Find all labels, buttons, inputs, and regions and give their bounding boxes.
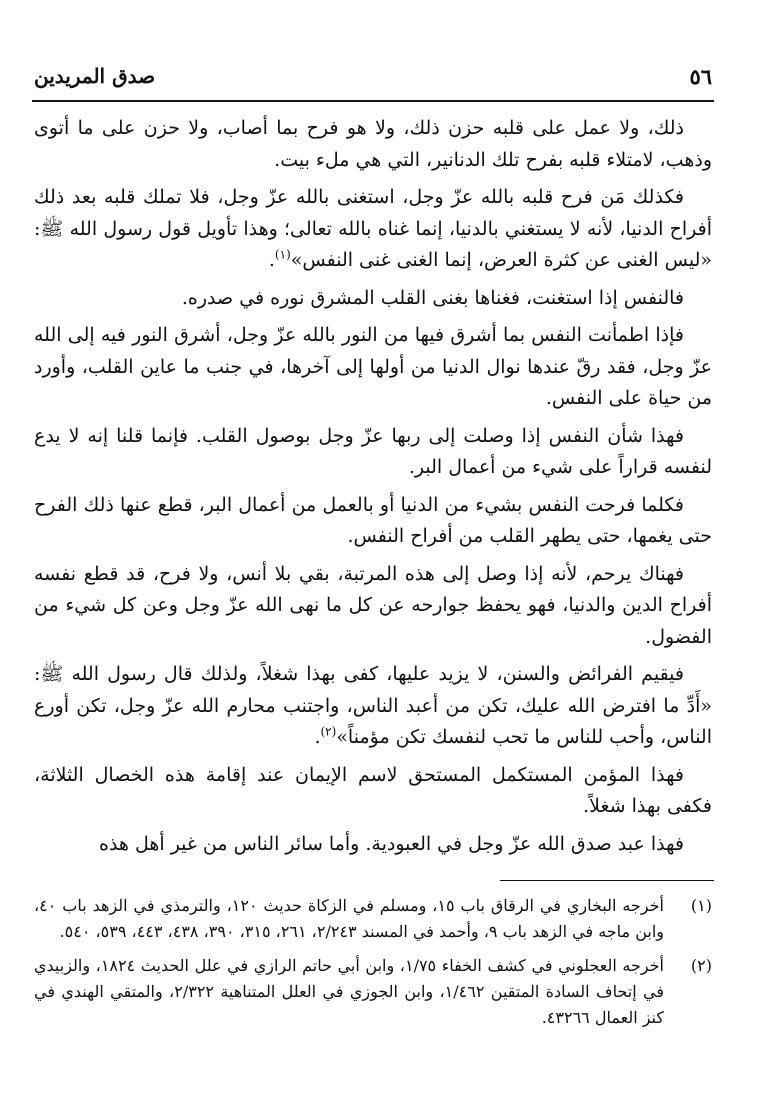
- paragraph: فإذا اطمأنت النفس بما أشرق فيها من النور بالله عزّ وجل، أشرق النور فيه إلى الله عزّ وجل، فقد رقّ عندها نوال الدنيا من أولها إلى آخرها، في جنب ما عاين القلب، وأورد من حياة على النفس.: [34, 324, 712, 409]
- paragraph: فهذا شأن النفس إذا وصلت إلى ربها عزّ وجل بوصول القلب. فإنما قلنا إنه لا يدع لنفسه قراراً على شيء من أعمال البر.: [34, 424, 712, 478]
- header-divider: [32, 100, 714, 102]
- footnote: [34, 893, 712, 945]
- footnote-number: (١): [690, 896, 712, 915]
- paragraph: فهناك يرحم، لأنه إذا وصل إلى هذه المرتبة، بقي بلا أنس، ولا فرح، قد قطع نفسه أفراح الدين والدنيا، فهو يحفظ جوارحه عن كل ما نهى الله عزّ وجل وعن كل شيء من الفضول.: [34, 562, 712, 648]
- paragraph: فكذلك مَن فرح قلبه بالله عزّ وجل، استغنى بالله عزّ وجل، فلا تملك قلبه بعد ذلك أفراح الدنيا، لأنه لا يستغني بالدنيا، إنما غناه بالله تعالى؛ وهذا تأويل قول رسول الله ﷺ: «ليس الغنى عن كثرة العرض، إنما الغنى غنى النفس»$^{(١)}$.: [34, 186, 712, 271]
- footnote-number: (٢): [690, 956, 712, 975]
- footnote-divider: [500, 880, 714, 881]
- running-title: صدق المريدين: [34, 64, 156, 88]
- footnote-text: أخرجه البخاري في الرقاق باب ١٥، ومسلم في الزكاة حديث ١٢٠، والترمذي في الزهد باب ٤٠، وابن ماجه في الزهد باب ٩، وأحمد في المسند ٢/٢٤٣، ٢٦١، ٣١٥، ٣٩٠، ٤٣٨، ٤٤٣، ٥٣٩، ٥٤٠.: [34, 896, 664, 941]
- footnotes: [34, 893, 712, 1039]
- paragraph: فهذا عبد صدق الله عزّ وجل في العبودية. وأما سائر الناس من غير أهل هذه: [98, 832, 684, 855]
- main-text: [34, 113, 712, 866]
- paragraph: فيقيم الفرائض والسنن، لا يزيد عليها، كفى بهذا شغلاً، ولذلك قال رسول الله ﷺ: «أَدِّ ما افترض الله عليك، تكن من أعبد الناس، واجتنب محارم الله عزّ وجل، تكن أورع الناس، وأحب للناس ما تحب لنفسك تكن مؤمناً»$^{(٢)}$.: [34, 663, 712, 748]
- paragraph: فهذا المؤمن المستكمل المستحق لاسم الإيمان عند إقامة هذه الخصال الثلاثة، فكفى بهذا شغلاً.: [34, 763, 712, 817]
- page-header: [34, 62, 712, 96]
- paragraph: فالنفس إذا استغنت، فغناها بغنى القلب المشرق نوره في صدره.: [181, 286, 684, 309]
- page-number: ٥٦: [689, 64, 712, 89]
- footnote-text: أخرجه العجلوني في كشف الخفاء ١/٧٥، وابن أبي حاتم الرازي في علل الحديث ١٨٢٤، والزبيدي في إتحاف السادة المتقين ١/٤٦٢، وابن الجوزي في العلل المتناهية ٢/٣٢٢، والمتقي الهندي في كنز العمال ٤٣٢٦٦.: [34, 956, 665, 1027]
- footnote-reference[interactable]: (١): [274, 247, 291, 262]
- paragraph: ذلك، ولا عمل على قلبه حزن ذلك، ولا هو فرح بما أصاب، ولا حزن على ما أتوى وذهب، لامتلاء قلبه بفرح تلك الدنانير، التي هي ملء بيت.: [34, 117, 712, 171]
- footnote-reference[interactable]: (٢): [320, 724, 337, 739]
- paragraph: فكلما فرحت النفس بشيء من الدنيا أو بالعمل من أعمال البر، قطع عنها ذلك الفرح حتى يغمها، حتى يطهر القلب من أفراح النفس.: [34, 493, 712, 547]
- footnote: [34, 953, 712, 1031]
